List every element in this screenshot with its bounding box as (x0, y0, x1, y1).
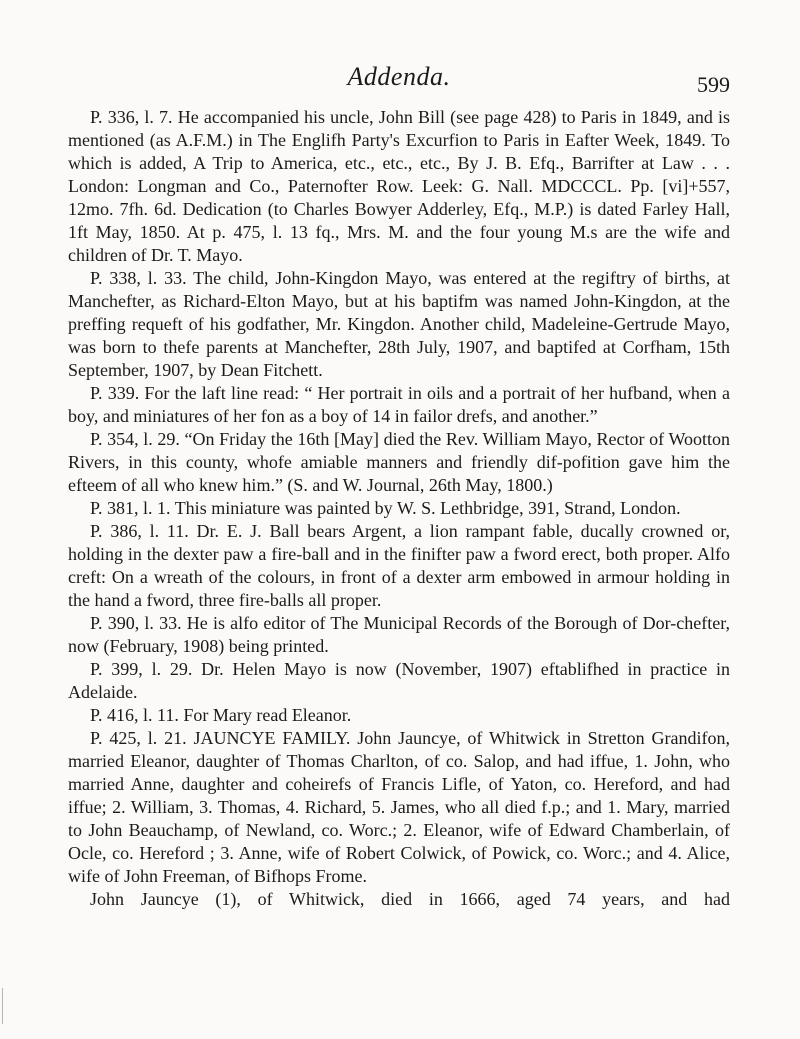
margin-rule (2, 988, 3, 1024)
page-number: 599 (697, 72, 730, 97)
addenda-paragraph-p425: P. 425, l. 21. JAUNCYE FAMILY. John Jauncye, of Whitwick in Stretton Grandifon, married Eleanor, daughter of Thomas Charlton, of co. Salop, and had iffue, 1. John, who married Anne, daughter and coheirefs of Francis Lifle, of Yaton, co. Hereford, and had iffue; 2. William, 3. Thomas, 4. Richard, 5. James, who all died f.p.; and 1. Mary, married to John Beauchamp, of Newland, co. Worc.; 2. Eleanor, wife of Edward Chamberlain, of Ocle, co. Hereford ; 3. Anne, wife of Robert Colwick, of Powick, co. Worc.; and 4. Alice, wife of John Freeman, of Bifhops Frome. (68, 728, 730, 886)
addenda-paragraph-p381: P. 381, l. 1. This miniature was painted by W. S. Lethbridge, 391, Strand, London. (90, 498, 681, 518)
addenda-paragraph-p338: P. 338, l. 33. The child, John-Kingdon Mayo, was entered at the regiftry of births, at Manchefter, as Richard-Elton Mayo, but at his baptifm was named John-Kingdon, at the preffing requeft of his godfather, Mr. Kingdon. Another child, Madeleine-Gertrude Mayo, was born to thefe parents at Manchefter, 28th July, 1907, and baptifed at Corfham, 15th September, 1907, by Dean Fitchett. (68, 268, 730, 380)
addenda-body (68, 106, 730, 911)
running-title: Addenda. (347, 62, 451, 91)
book-page (68, 62, 730, 911)
addenda-paragraph-p386: P. 386, l. 11. Dr. E. J. Ball bears Argent, a lion rampant fable, ducally crowned or, holding in the dexter paw a fire-ball and in the finifter paw a fword erect, both proper. Alfo creft: On a wreath of the colours, in front of a dexter arm embowed in armour holding in the hand a fword, three fire-balls all proper. (68, 521, 730, 610)
addenda-paragraph-jauncye: John Jauncye (1), of Whitwick, died in 1666, aged 74 years, and had (90, 889, 730, 909)
addenda-paragraph-p339: P. 339. For the laft line read: “ Her portrait in oils and a portrait of her hufband, when a boy, and miniatures of her fon as a boy of 14 in failor drefs, and another.” (68, 383, 730, 426)
addenda-paragraph-p354: P. 354, l. 29. “On Friday the 16th [May] died the Rev. William Mayo, Rector of Wootton Rivers, in this county, whofe amiable manners and friendly dif-pofition gave him the efteem of all who knew him.” (S. and W. Journal, 26th May, 1800.) (68, 429, 730, 495)
addenda-paragraph-p416: P. 416, l. 11. For Mary read Eleanor. (90, 705, 352, 725)
page-header (68, 62, 730, 106)
addenda-paragraph-p399: P. 399, l. 29. Dr. Helen Mayo is now (November, 1907) eftablifhed in practice in Adelaide. (68, 659, 730, 702)
addenda-paragraph-p336: P. 336, l. 7. He accompanied his uncle, John Bill (see page 428) to Paris in 1849, and is mentioned (as A.F.M.) in The Englifh Party's Excurfion to Paris in Eafter Week, 1849. To which is added, A Trip to America, etc., etc., etc., By J. B. Efq., Barrifter at Law . . . London: Longman and Co., Paternofter Row. Leek: G. Nall. MDCCCL. Pp. [vi]+557, 12mo. 7fh. 6d. Dedication (to Charles Bowyer Adderley, Efq., M.P.) is dated Farley Hall, 1ft May, 1850. At p. 475, l. 13 fq., Mrs. M. and the four young M.s are the wife and children of Dr. T. Mayo. (68, 107, 730, 265)
addenda-paragraph-p390: P. 390, l. 33. He is alfo editor of The Municipal Records of the Borough of Dor-chefter, now (February, 1908) being printed. (68, 613, 730, 656)
